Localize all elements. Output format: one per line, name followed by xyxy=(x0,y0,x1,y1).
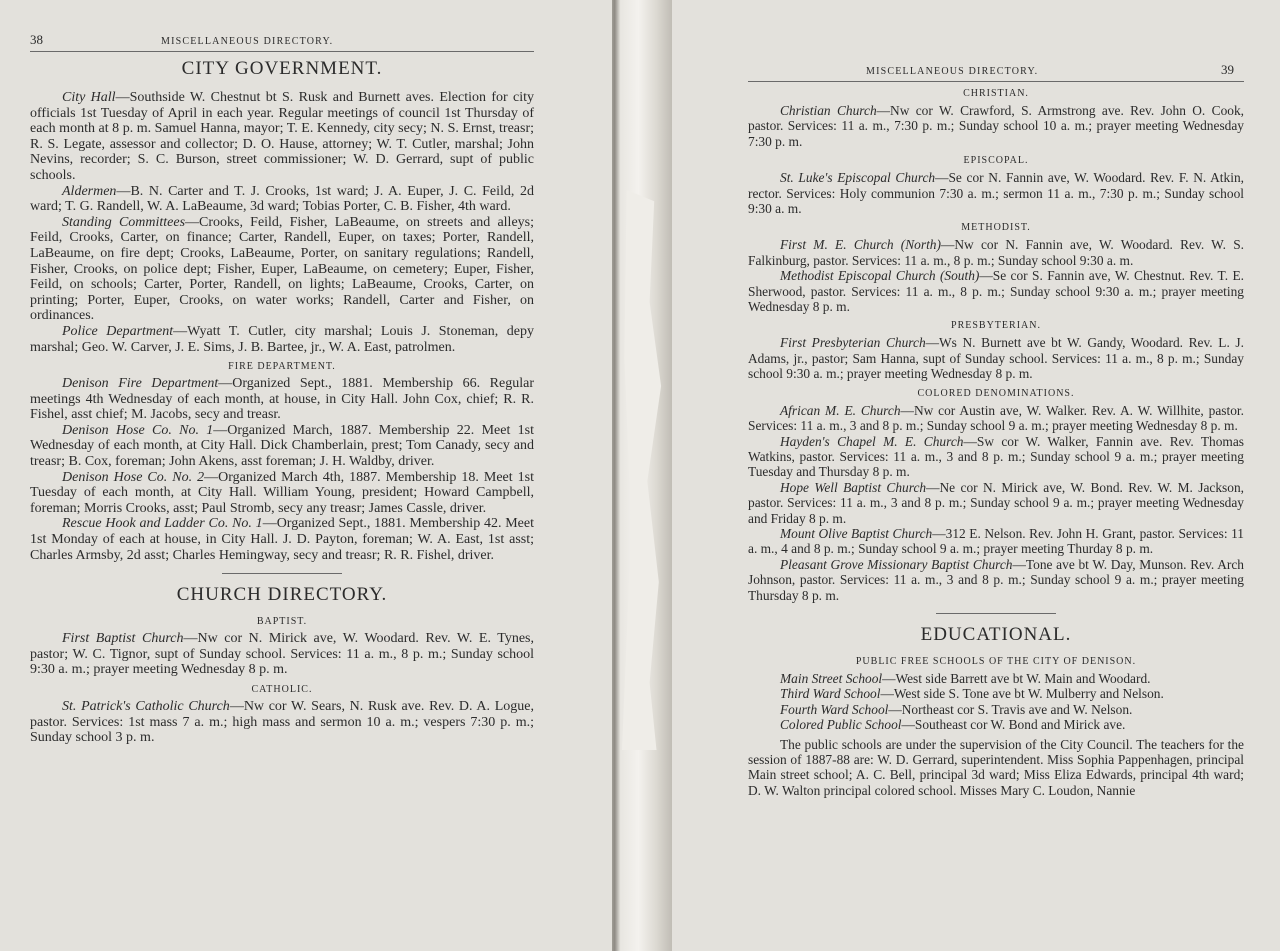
entry-lead: Colored Public School xyxy=(780,717,902,733)
directory-entry xyxy=(748,237,1244,268)
divider xyxy=(936,613,1056,614)
entry-lead: First Baptist Church xyxy=(62,631,184,647)
subsection-heading: METHODIST. xyxy=(961,222,1031,234)
directory-entry xyxy=(748,671,1244,686)
paragraph xyxy=(30,184,534,215)
entry-lead: African M. E. Church xyxy=(780,402,901,418)
entry-text: —Organized March, 1887. Membership 22. Meet 1st Wednesday of each month, at City Hall. Dick Chamberlain, prest; Tom Canady, secy and treasr; B. Cox, foreman; John Akens, asst foreman; J. H. Waldby, driver. xyxy=(30,422,534,470)
entry-text: —Nw cor N. Mirick ave, W. Woodard. Rev. W. E. Tynes, pastor; W. C. Tignor, supt of Sunday school. Services: 11 a. m., 8 p. m.; Sunday school 9:30 a. m.; prayer meeting Wednesday 8 p. m. xyxy=(30,631,534,678)
directory-entry xyxy=(748,557,1244,603)
entry-text: —Nw cor Austin ave, W. Walker. Rev. A. W. Willhite, pastor. Services: 11 a. m., 3 and 8 p. m.; Sunday school 9 a. m.; prayer meeting Wednesday 8 p. m. xyxy=(748,402,1244,434)
entry-text: —Tone ave bt W. Day, Munson. Rev. Arch Johnson, pastor. Services: 11 a. m., 3 and 8 p. m.; Sunday school 9 a. m.; prayer meeting Thursday 8 p. m. xyxy=(748,556,1245,603)
running-title: MISCELLANEOUS DIRECTORY. xyxy=(161,36,334,47)
paragraph xyxy=(30,90,534,184)
entry-lead: Rescue Hook and Ladder Co. No. 1 xyxy=(62,516,263,532)
right-page xyxy=(672,0,1280,951)
entry-text: —Organized Sept., 1881. Membership 42. Meet 1st Monday of each at house, in City Hall. J. D. Payton, foreman; W. A. East, 1st asst; Charles Armsby, 2d asst; Charles Hemingway, secy and treasr; R. R. Fishel, driver. xyxy=(30,516,534,563)
paragraph xyxy=(30,324,534,355)
entry-lead: Methodist Episcopal Church (South) xyxy=(780,268,980,284)
paragraph xyxy=(30,376,534,423)
entry-lead: Denison Fire Department xyxy=(62,376,219,392)
directory-entry xyxy=(748,717,1244,732)
entry-lead: First M. E. Church (North) xyxy=(780,237,941,253)
entry-text: —Crooks, Feild, Fisher, LaBeaume, on streets and alleys; Feild, Crooks, Carter, on finance; Carter, Randell, Euper, on taxes; Porter, Randell, LaBeaume, on fire dept; Crooks, LaBeaume, Porter, on sanitary regulations; Randell, Fisher, Crooks, on police dept; Fisher, Euper, LaBeaume, on cemetery; Euper, Fisher, Feild, on schools; Carter, Porter, Randell, on lights; LaBeaume, Crooks, Carter, on printing; Porter, Euper, Crooks, on water works; Randell, Carter and Fisher, on ordinances. xyxy=(30,214,534,324)
entry-lead: Police Department xyxy=(62,323,174,339)
paragraph xyxy=(30,470,534,517)
entry-lead: Hayden's Chapel M. E. Church xyxy=(780,433,964,449)
directory-entry xyxy=(748,686,1244,701)
directory-entry xyxy=(748,335,1244,381)
subsection-heading: PRESBYTERIAN. xyxy=(951,320,1041,332)
entry-lead: Hope Well Baptist Church xyxy=(780,479,927,495)
directory-entry xyxy=(748,403,1244,434)
entry-text: —Ws N. Burnett ave bt W. Gandy, Woodard. Rev. L. J. Adams, jr., pastor; Sam Hanna, supt of Sunday school. Services: 11 a. m., 8 p. m.; Sunday school 9:30 a. m.; prayer meeting Wednesday 8 p. m. xyxy=(748,335,1244,382)
entry-text: —Southeast cor W. Bond and Mirick ave. xyxy=(901,717,1126,733)
subsection-heading: CATHOLIC. xyxy=(251,684,313,695)
entry-text: —Nw cor W. Crawford, S. Armstrong ave. Rev. John O. Cook, pastor. Services: 11 a. m., 7:30 p. m.; Sunday school 10 a. m.; prayer meeting Wednesday 7:30 p. m. xyxy=(748,103,1244,149)
entry-lead: Pleasant Grove Missionary Baptist Church xyxy=(780,556,1013,572)
subsection-heading: FIRE DEPARTMENT. xyxy=(228,361,336,373)
entry-text: —Se cor S. Fannin ave, W. Chestnut. Rev. T. E. Sherwood, pastor. Services: 11 a. m., 8 p. m.; Sunday school 9:30 a. m.; prayer meeting Wednesday 8 p. m. xyxy=(748,268,1244,315)
entry-lead: Denison Hose Co. No. 1 xyxy=(62,422,214,438)
entry-text: —West side Barrett ave bt W. Main and Woodard. xyxy=(882,670,1151,686)
divider xyxy=(222,573,342,574)
entry-lead: City Hall xyxy=(62,90,116,105)
running-title: MISCELLANEOUS DIRECTORY. xyxy=(866,66,1039,77)
entry-text: —Sw cor W. Walker, Fannin ave. Rev. Thomas Watkins, pastor. Services: 11 a. m., 3 and 8 p. m.; Sunday school 9 a. m.; prayer meeting Tuesday and Thursday 8 p. m. xyxy=(748,433,1244,480)
entry-lead: Aldermen xyxy=(62,183,117,199)
directory-entry xyxy=(748,526,1244,557)
entry-text: —Se cor N. Fannin ave, W. Woodard. Rev. F. N. Atkin, rector. Services: Holy communion 7:30 a. m.; sermon 11 a. m., 7:30 p. m.; Sunday school 9:30 a. m. xyxy=(748,170,1244,217)
entry-text: —Organized March 4th, 1887. Membership 18. Meet 1st Tuesday of each month, at City Hall. William Young, president; Howard Campbell, foreman; Morris Crooks, asst; Paul Stromb, secy any treasr; James Cassle, driver. xyxy=(30,469,534,516)
directory-entry xyxy=(748,434,1244,480)
directory-entry xyxy=(748,480,1244,526)
subsection-heading: EPISCOPAL. xyxy=(963,155,1029,167)
paragraph xyxy=(30,215,534,324)
section-title: CHURCH DIRECTORY. xyxy=(176,584,388,606)
entry-text: —West side S. Tone ave bt W. Mulberry and Nelson. xyxy=(880,686,1164,702)
running-head xyxy=(30,32,534,52)
paragraph: The public schools are under the supervision of the City Council. The teachers for the session of 1887-88 are: W. D. Gerrard, superintendent. Miss Sophia Pappenhagen, principal Main street school; A. C. Bell, principal 3d ward; Miss Eliza Edwards, principal 4th ward; D. W. Walton principal colored school. Misses Mary C. Loudon, Nannie xyxy=(748,736,1244,798)
page-number: 39 xyxy=(1221,62,1234,77)
entry-text: —312 E. Nelson. Rev. John H. Grant, pastor. Services: 11 a. m., 4 and 8 p. m.; Sunday school 9 a. m.; prayer meeting Thurday 8 p. m. xyxy=(748,525,1244,557)
subsection-heading: COLORED DENOMINATIONS. xyxy=(917,387,1075,399)
entry-lead: St. Patrick's Catholic Church xyxy=(62,699,230,714)
entry-lead: Third Ward School xyxy=(780,686,881,702)
entry-lead: Denison Hose Co. No. 2 xyxy=(62,469,205,485)
paragraph xyxy=(30,631,534,678)
running-head xyxy=(748,62,1244,82)
entry-lead: Fourth Ward School xyxy=(780,701,889,717)
left-page xyxy=(0,0,612,951)
subsection-heading: CHRISTIAN. xyxy=(963,88,1029,99)
entry-lead: Main Street School xyxy=(780,670,883,686)
section-title: CITY GOVERNMENT. xyxy=(181,58,383,79)
entry-text: —B. N. Carter and T. J. Crooks, 1st ward; J. A. Euper, J. C. Feild, 2d ward; T. G. Randell, W. A. LaBeaume, 3d ward; Tobias Porter, C. B. Fisher, 4th ward. xyxy=(30,183,534,215)
entry-lead: Standing Committees xyxy=(62,214,186,230)
entry-lead: Mount Olive Baptist Church xyxy=(780,525,933,541)
subsection-heading: PUBLIC FREE SCHOOLS OF THE CITY OF DENISON. xyxy=(855,655,1137,667)
section-title: EDUCATIONAL. xyxy=(920,623,1072,645)
entry-text: —Organized Sept., 1881. Membership 66. Regular meetings 4th Wednesday of each month, at house, in City Hall. John Cox, chief; R. R. Fishel, asst chief; M. Jacobs, secy and treasr. xyxy=(30,376,535,423)
entry-text: —Nw cor W. Sears, N. Rusk ave. Rev. D. A. Logue, pastor. Services: 1st mass 7 a. m.; high mass and sermon 10 a. m.; vespers 7:30 p. m.; Sunday school 3 p. m. xyxy=(30,699,534,746)
entry-text: —Northeast cor S. Travis ave and W. Nelson. xyxy=(888,701,1133,717)
subsection-heading: BAPTIST. xyxy=(256,616,308,628)
entry-text: —Southside W. Chestnut bt S. Rusk and Burnett aves. Election for city officials 1st Tuesday of April in each year. Regular meetings of council 1st Thursday of each month at 8 p. m. Samuel Hanna, mayor; T. E. Kennedy, city secy; N. S. Ernst, treasr; R. S. Legate, assessor and collector; D. O. Hause, attorney; W. T. Cutler, marshal; John Nevins, recorder; S. C. Burson, street commissioner; W. D. Gerrard, supt of public schools. xyxy=(30,90,534,183)
entry-text: —Ne cor N. Mirick ave, W. Bond. Rev. W. M. Jackson, pastor. Services: 11 a. m., 3 and 8 p. m.; Sunday school 9 a. m.; prayer meeting Wednesday and Friday 8 p. m. xyxy=(748,479,1244,526)
entry-text: —Wyatt T. Cutler, city marshal; Louis J. Stoneman, depy marshal; Geo. W. Carver, J. E. Sims, J. B. Bartee, jr., W. A. East, patrolmen. xyxy=(30,323,534,355)
church-listing xyxy=(748,88,1244,603)
entry-lead: Christian Church xyxy=(780,103,877,118)
directory-entry xyxy=(748,702,1244,717)
paragraph xyxy=(30,516,534,563)
paragraph xyxy=(30,699,534,746)
page-number: 38 xyxy=(30,32,43,47)
entry-text: —Nw cor N. Fannin ave, W. Woodard. Rev. W. S. Falkinburg, pastor. Services: 11 a. m., 8 p. m.; Sunday school 9:30 a. m. xyxy=(748,237,1244,268)
entry-lead: St. Luke's Episcopal Church xyxy=(780,170,936,186)
directory-entry xyxy=(748,170,1244,216)
directory-entry xyxy=(748,103,1244,149)
entry-lead: First Presbyterian Church xyxy=(780,335,926,351)
school-list xyxy=(748,671,1244,733)
directory-entry xyxy=(748,268,1244,314)
paragraph xyxy=(30,423,534,470)
